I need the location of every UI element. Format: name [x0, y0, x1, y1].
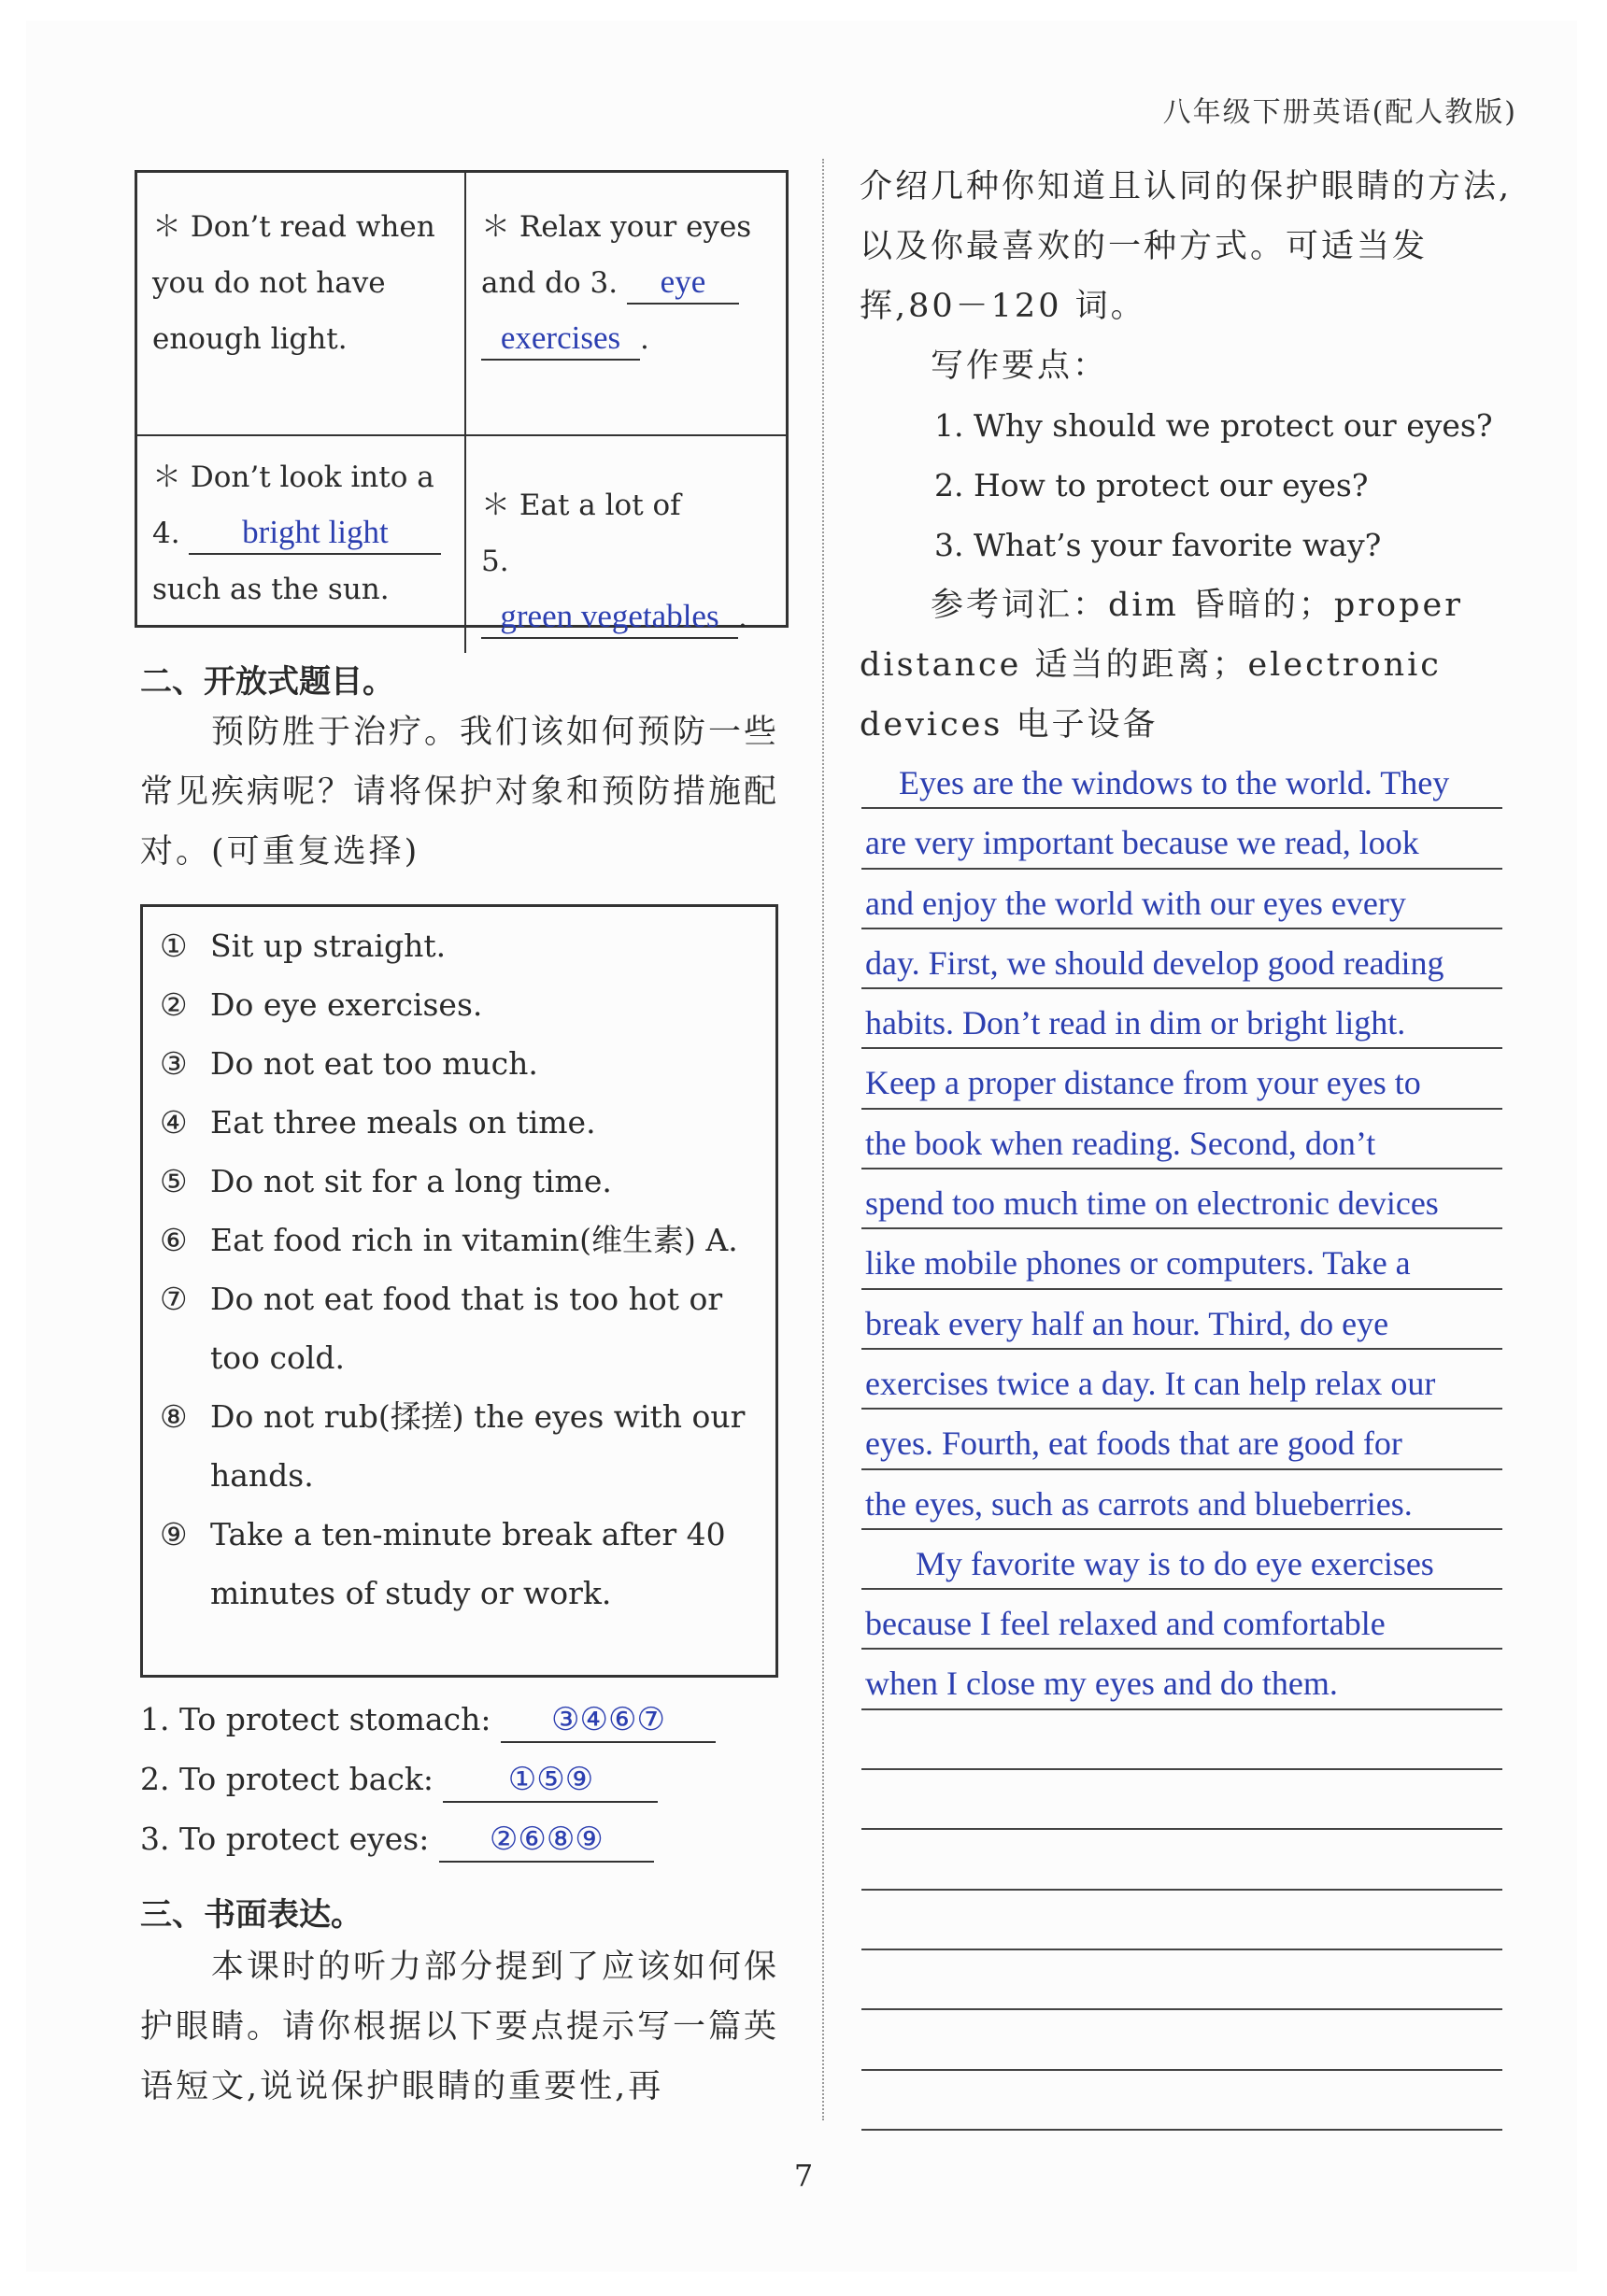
answer-back: ①⑤⑨ — [443, 1760, 658, 1803]
essay-line: like mobile phones or computers. Take a — [861, 1229, 1502, 1289]
answer-3b: exercises — [481, 318, 640, 361]
essay-blank-line — [861, 2010, 1502, 2070]
cell-3-text: ＊ Don’t look into a — [152, 461, 434, 494]
cell-4-text: ＊ Eat a lot of — [481, 489, 681, 522]
essay-line: habits. Don’t read in dim or bright light. — [861, 989, 1502, 1049]
essay-line: and enjoy the world with our eyes every — [861, 870, 1502, 929]
answer-5: green vegetables — [481, 596, 738, 639]
essay-blank-line — [861, 1830, 1502, 1890]
answer-eyes: ②⑥⑧⑨ — [439, 1820, 654, 1863]
answer-line-stomach: 1. To protect stomach: ③④⑥⑦ — [140, 1700, 716, 1743]
answer-3a: eye — [627, 262, 739, 305]
section-3-intro-left: 本课时的听力部分提到了应该如何保护眼睛。请你根据以下要点提示写一篇英语短文,说说保护眼睛的重要性,再 — [140, 1949, 780, 2105]
essay-line: Eyes are the windows to the world. They — [861, 749, 1502, 809]
cell-4-num: 5. — [481, 545, 509, 578]
option-item: ③ Do not eat too much. — [160, 1045, 538, 1082]
essay-line: eyes. Fourth, eat foods that are good for — [861, 1410, 1502, 1469]
table-cell-2: ＊ Relax your eyes and do 3. eye exercises . — [464, 173, 786, 434]
table-cell-3 — [137, 434, 464, 653]
essay-line: the book when reading. Second, don’t — [861, 1110, 1502, 1169]
section-3-heading: 三、书面表达。 — [140, 1896, 363, 1934]
essay-blank-line — [861, 1891, 1502, 1950]
answer-line-eyes: 3. To protect eyes: ②⑥⑧⑨ — [140, 1820, 654, 1863]
section-2-intro: 预防胜于治疗。我们该如何预防一些常见疾病呢？请将保护对象和预防措施配对。(可重复选择) — [140, 714, 780, 871]
essay-line: Keep a proper distance from your eyes to — [861, 1049, 1502, 1109]
options-box — [140, 904, 778, 1678]
section-3-intro-right: 介绍几种你知道且认同的保护眼睛的方法,以及你最喜欢的一种方式。可适当发挥,80－120 词。 — [860, 168, 1513, 325]
point-item: 2. How to protect our eyes? — [934, 467, 1369, 503]
page-number: 7 — [793, 2158, 814, 2193]
answer-line-back: 2. To protect back: ①⑤⑨ — [140, 1760, 658, 1803]
reference-vocab: 参考词汇：dim 昏暗的；proper distance 适当的距离；electronic devices 电子设备 — [860, 587, 1463, 744]
page-header: 八年级下册英语(配人教版) — [1162, 96, 1517, 129]
table-cell-1 — [137, 173, 464, 434]
option-item: ② Do eye exercises. — [160, 986, 483, 1023]
column-divider — [822, 159, 824, 2120]
essay-blank-line — [861, 1950, 1502, 2010]
option-item: ⑥ Eat food rich in vitamin(维生素) A. — [160, 1222, 738, 1258]
essay-line: day. First, we should develop good reading — [861, 929, 1502, 989]
writing-points — [934, 396, 1532, 575]
essay-answer — [861, 749, 1502, 2131]
essay-blank-line — [861, 2071, 1502, 2131]
answer-4: bright light — [189, 512, 441, 555]
table-cell-4: ＊ Eat a lot of 5. green vegetables . — [464, 434, 786, 653]
essay-line: break every half an hour. Third, do eye — [861, 1290, 1502, 1350]
essay-line: My favorite way is to do eye exercises — [861, 1530, 1502, 1590]
essay-blank-line — [861, 1710, 1502, 1770]
answer-stomach: ③④⑥⑦ — [501, 1700, 716, 1743]
essay-line: spend too much time on electronic devices — [861, 1169, 1502, 1229]
option-item: ① Sit up straight. — [160, 928, 447, 964]
essay-line: when I close my eyes and do them. — [861, 1650, 1502, 1709]
cell-2-text: ＊ Relax your eyes and do 3. — [481, 210, 752, 300]
point-item: 3. What’s your favorite way? — [934, 527, 1382, 563]
section-2-heading: 二、开放式题目。 — [140, 663, 394, 701]
option-item: ⑧ Do not rub(揉搓) the eyes with our hands. — [160, 1398, 746, 1494]
essay-line: because I feel relaxed and comfortable — [861, 1590, 1502, 1650]
essay-blank-line — [861, 1770, 1502, 1830]
measures-table — [135, 170, 789, 634]
writing-points-title: 写作要点： — [931, 347, 1109, 385]
essay-line: exercises twice a day. It can help relax our — [861, 1350, 1502, 1410]
essay-line: are very important because we read, look — [861, 809, 1502, 869]
point-item: 1. Why should we protect our eyes? — [934, 407, 1493, 444]
cell-3-num: 4. — [152, 517, 180, 550]
essay-line: the eyes, such as carrots and blueberries. — [861, 1470, 1502, 1530]
cell-3-post: such as the sun. — [152, 573, 390, 606]
option-item: ⑦ Do not eat food that is too hot or too cold. — [160, 1281, 723, 1376]
option-item: ④ Eat three meals on time. — [160, 1104, 596, 1141]
option-item: ⑨ Take a ten-minute break after 40 minutes of study or work. — [160, 1516, 726, 1611]
cell-1-text: ＊ Don’t read when you do not have enough light. — [152, 210, 435, 356]
option-item: ⑤ Do not sit for a long time. — [160, 1163, 612, 1199]
